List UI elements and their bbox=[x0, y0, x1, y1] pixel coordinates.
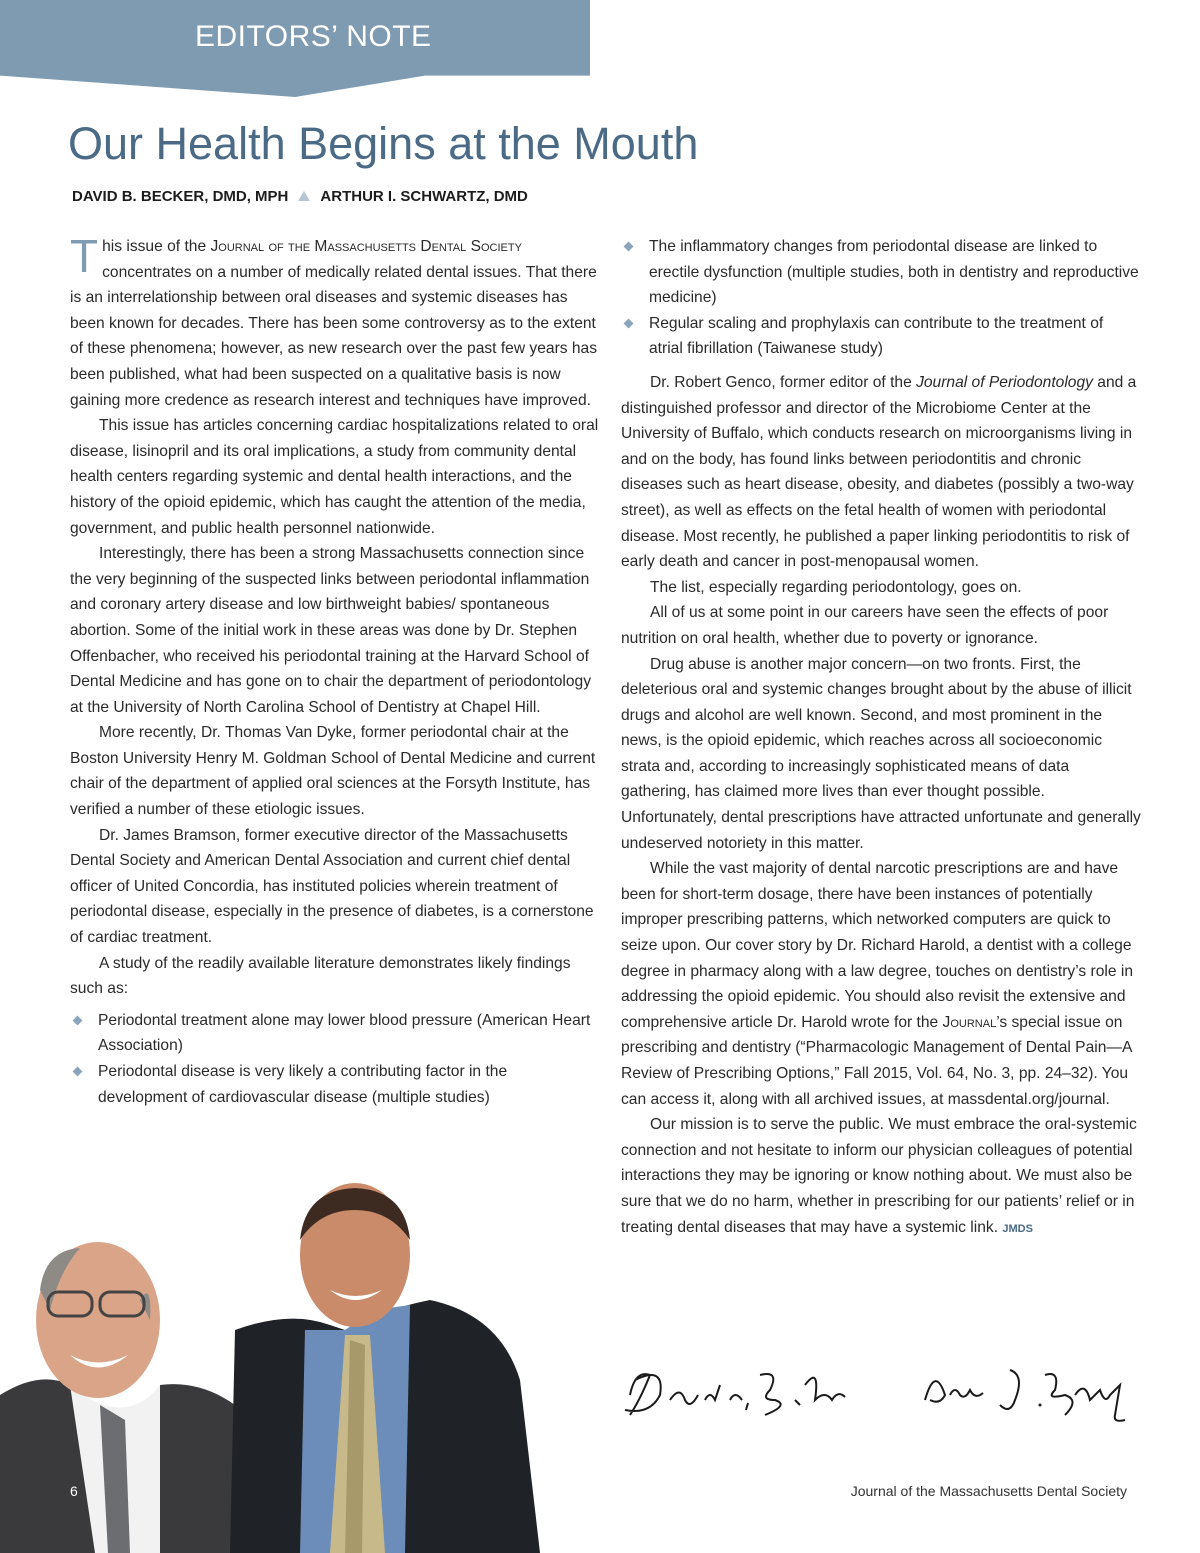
authors-photo bbox=[0, 1180, 560, 1553]
article-title: Our Health Begins at the Mouth bbox=[68, 118, 699, 169]
bullet-list bbox=[70, 1008, 600, 1110]
paragraph: A study of the readily available literature demonstrates likely findings such as: bbox=[70, 954, 571, 998]
paragraph: Interestingly, there has been a strong Massachusetts connection since the very beginning of the suspected links between periodontal inflammation and coronary artery disease and low birthweight babies/ spontaneous abortion. Some of the initial work in these areas was done by Dr. Stephen Offenbacher, who received his periodontal training at the Harvard School of Dental Medicine and has gone on to chair the department of periodontology at the University of North Carolina School of Dentistry at Chapel Hill. bbox=[70, 545, 592, 716]
drop-cap: T bbox=[70, 230, 99, 282]
list-item: Periodontal disease is very likely a contributing factor in the development of cardiovascular disease (multiple studies) bbox=[70, 1059, 600, 1110]
paragraph: Dr. Robert Genco, former editor of the Journal of Periodontology and a distinguished professor and director of the Microbiome Center at the University of Buffalo, which conducts research on microorganisms living in and on the body, has found links between periodontitis and chronic diseases such as heart disease, obesity, and diabetes (possibly a two-way street), as well as effects on the fetal health of women with periodontal disease. Most recently, he published a paper linking periodontitis to risk of early death and cancer in post-menopausal women. bbox=[621, 373, 1137, 571]
journal-name: Journal of Periodontology bbox=[916, 373, 1093, 391]
author-2: ARTHUR I. SCHWARTZ, DMD bbox=[320, 188, 528, 205]
paragraph: This issue of the Journal of the Massachusetts Dental Society concentrates on a number of medically related dental issues. That there is an interrelationship between oral diseases and systemic diseases has been known for decades. There has been some controversy as to the extent of these phenomena; however, as new research over the past few years has been published, what had been suspected on a qualitative basis is now gaining more credence as research interest and techniques have improved. bbox=[70, 230, 598, 409]
journal-name: Journal of the Massachusetts Dental Society bbox=[210, 238, 522, 255]
page-number: 6 bbox=[70, 1483, 78, 1499]
paragraph: Dr. James Bramson, former executive director of the Massachusetts Dental Society and American Dental Association and current chief dental officer of United Concordia, has instituted policies wherein treatment of periodontal disease, especially in the presence of diabetes, is a cornerstone of cardiac treatment. bbox=[70, 826, 594, 947]
left-column bbox=[70, 230, 600, 1110]
paragraph: Our mission is to serve the public. We must embrace the oral-systemic connection and not hesitate to inform our physician colleagues of potential interactions they may be ignoring or know nothing about. We must also be sure that we do no harm, whether in prescribing for our patients’ relief or in treating dental diseases that may have a systemic link. JMDS bbox=[621, 1116, 1137, 1236]
section-label: EDITORS’ NOTE bbox=[195, 20, 432, 53]
bullet-list bbox=[621, 234, 1141, 362]
paragraph: While the vast majority of dental narcotic prescriptions are and have been for short-term dosage, there have been instances of potentially improper prescribing patterns, which networked computers are quick to seize upon. Our cover story by Dr. Richard Harold, a dentist with a college degree in pharmacy along with a law degree, touches on dentistry’s role in addressing the opioid epidemic. You should also revisit the extensive and comprehensive article Dr. Harold wrote for the Journal’s special issue on prescribing and dentistry (“Pharmacologic Management of Dental Pain—A Review of Prescribing Options,” Fall 2015, Vol. 64, No. 3, pp. 24–32). You can access it, along with all archived issues, at massdental.org/journal. bbox=[621, 860, 1134, 1108]
list-item: The inflammatory changes from periodontal disease are linked to erectile dysfunction (multiple studies, both in dentistry and reproductive medicine) bbox=[621, 234, 1141, 311]
author-1: DAVID B. BECKER, DMD, MPH bbox=[72, 188, 289, 205]
triangle-separator-icon bbox=[298, 191, 310, 201]
end-mark: JMDS bbox=[1002, 1222, 1033, 1235]
paragraph: More recently, Dr. Thomas Van Dyke, former periodontal chair at the Boston University Henry M. Goldman School of Dental Medicine and current chair of the department of applied oral sciences at the Forsyth Institute, has verified a number of these etiologic issues. bbox=[70, 724, 596, 819]
signature-becker bbox=[620, 1355, 850, 1425]
footer-journal-name: Journal of the Massachusetts Dental Society bbox=[850, 1483, 1127, 1499]
journal-name: Journal bbox=[942, 1013, 997, 1031]
right-column bbox=[621, 234, 1141, 1242]
paragraph: The list, especially regarding periodontology, goes on. bbox=[650, 578, 1022, 596]
list-item: Regular scaling and prophylaxis can contribute to the treatment of atrial fibrillation (Taiwanese study) bbox=[621, 311, 1141, 362]
paragraph: All of us at some point in our careers have seen the effects of poor nutrition on oral health, whether due to poverty or ignorance. bbox=[621, 604, 1109, 647]
paragraph: Drug abuse is another major concern—on two fronts. First, the deleterious oral and systemic changes brought about by the abuse of illicit drugs and alcohol are well known. Second, and most prominent in the news, is the opioid epidemic, which reaches across all socioeconomic strata and, according to increasingly sophisticated means of data gathering, has claimed more lives than ever thought possible. Unfortunately, dental prescriptions have attracted unfortunate and generally undeserved notoriety in this matter. bbox=[621, 655, 1141, 852]
byline bbox=[72, 188, 528, 205]
paragraph: This issue has articles concerning cardiac hospitalizations related to oral disease, lisinopril and its oral implications, a study from community dental health centers regarding systemic and dental health interactions, and the history of the opioid epidemic, which has caught the attention of the media, government, and public health personnel nationwide. bbox=[70, 417, 599, 537]
list-item: Periodontal treatment alone may lower blood pressure (American Heart Association) bbox=[70, 1008, 600, 1059]
signature-schwartz bbox=[915, 1355, 1135, 1425]
